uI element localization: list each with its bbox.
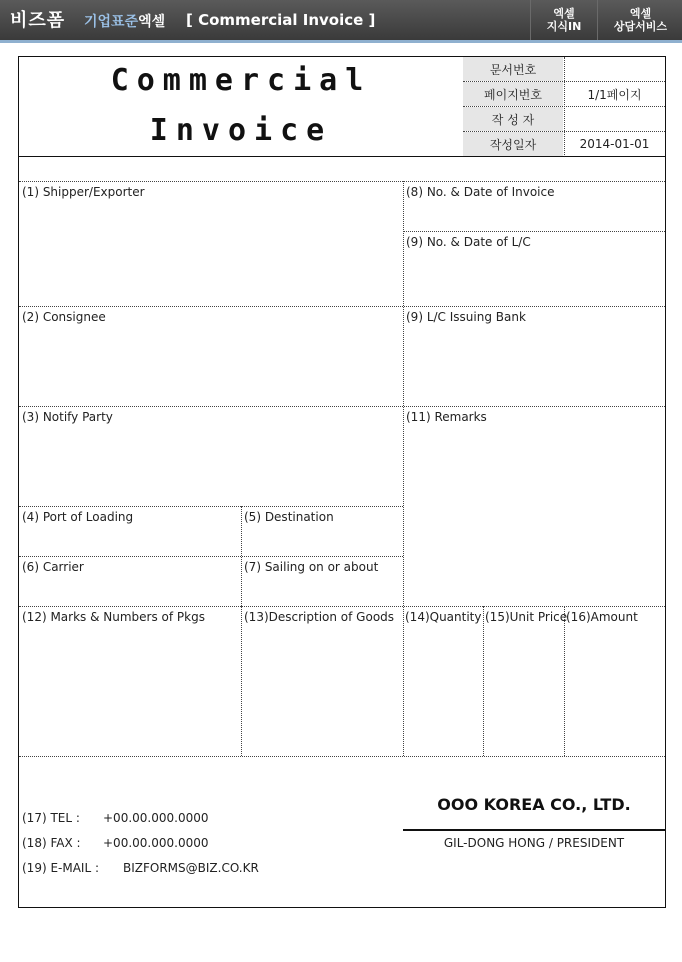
page-no-label: 페이지번호 <box>463 82 563 106</box>
excel-knowledge-button[interactable] <box>530 0 597 40</box>
title-line2: Invoice <box>149 113 333 148</box>
consulting-service-line2: 상담서비스 <box>613 20 668 33</box>
fax-label: (18) FAX : <box>22 836 81 850</box>
port-loading-label[interactable]: (4) Port of Loading <box>22 510 134 524</box>
consignee-label[interactable]: (2) Consignee <box>22 310 106 324</box>
author-label: 작 성 자 <box>463 107 563 131</box>
excel-knowledge-line1: 엑셀 <box>553 7 575 20</box>
amount-header[interactable]: (16)Amount <box>566 610 638 624</box>
invoice-no-date-label[interactable]: (8) No. & Date of Invoice <box>406 185 555 199</box>
invoice-form <box>18 56 666 908</box>
fax-value[interactable]: +00.00.000.0000 <box>103 836 209 850</box>
remarks-label[interactable]: (11) Remarks <box>406 410 487 424</box>
row-line <box>19 556 403 557</box>
page-no-value[interactable]: 1/1페이지 <box>587 87 642 102</box>
row-line <box>19 756 665 757</box>
date-value[interactable]: 2014-01-01 <box>579 137 650 151</box>
row-line <box>19 506 403 507</box>
spacer-line <box>19 181 665 182</box>
tel-label: (17) TEL : <box>22 811 80 825</box>
header-bottom-line <box>19 156 665 157</box>
brand-suffix: 엑셀 <box>138 14 166 30</box>
description-header[interactable]: (13)Description of Goods <box>244 610 395 624</box>
destination-label[interactable]: (5) Destination <box>244 510 334 524</box>
company-name[interactable]: OOO KOREA CO., LTD. <box>437 795 631 814</box>
lc-bank-label[interactable]: (9) L/C Issuing Bank <box>406 310 526 324</box>
brand-prefix: 기업표준 <box>84 14 139 30</box>
quantity-header[interactable]: (14)Quantity <box>405 610 482 624</box>
doc-no-value[interactable] <box>564 57 665 81</box>
goods-divider <box>483 606 484 756</box>
document-title: [ Commercial Invoice ] <box>186 11 376 29</box>
row-line <box>19 406 665 407</box>
email-value[interactable]: BIZFORMS@BIZ.CO.KR <box>123 861 259 875</box>
unit-price-header[interactable]: (15)Unit Price <box>485 610 568 624</box>
top-bar <box>0 0 682 43</box>
carrier-label[interactable]: (6) Carrier <box>22 560 84 574</box>
notify-party-label[interactable]: (3) Notify Party <box>22 410 113 424</box>
goods-divider <box>241 606 242 756</box>
consulting-service-button[interactable] <box>597 0 682 40</box>
port-divider <box>241 506 242 606</box>
signer-name[interactable]: GIL-DONG HONG / PRESIDENT <box>443 836 625 850</box>
brand-label <box>84 11 165 31</box>
excel-knowledge-line2: 지식IN <box>546 20 582 33</box>
row-line <box>19 306 665 307</box>
shipper-label[interactable]: (1) Shipper/Exporter <box>22 185 145 199</box>
title-line1: Commercial <box>110 63 372 98</box>
marks-header[interactable]: (12) Marks & Numbers of Pkgs <box>22 610 205 624</box>
tel-value[interactable]: +00.00.000.0000 <box>103 811 209 825</box>
row-line <box>403 231 665 232</box>
consulting-service-line1: 엑셀 <box>629 7 652 20</box>
signature-line <box>403 829 665 831</box>
lc-no-date-label[interactable]: (9) No. & Date of L/C <box>406 235 531 249</box>
date-label: 작성일자 <box>463 132 563 156</box>
email-label: (19) E-MAIL : <box>22 861 100 875</box>
row-line <box>19 606 665 607</box>
bizform-logo[interactable]: 비즈폼 <box>10 10 66 31</box>
author-value[interactable] <box>564 107 665 131</box>
goods-divider <box>564 606 565 756</box>
center-divider <box>403 181 404 756</box>
doc-no-label: 문서번호 <box>463 57 563 81</box>
sailing-label[interactable]: (7) Sailing on or about <box>244 560 379 574</box>
